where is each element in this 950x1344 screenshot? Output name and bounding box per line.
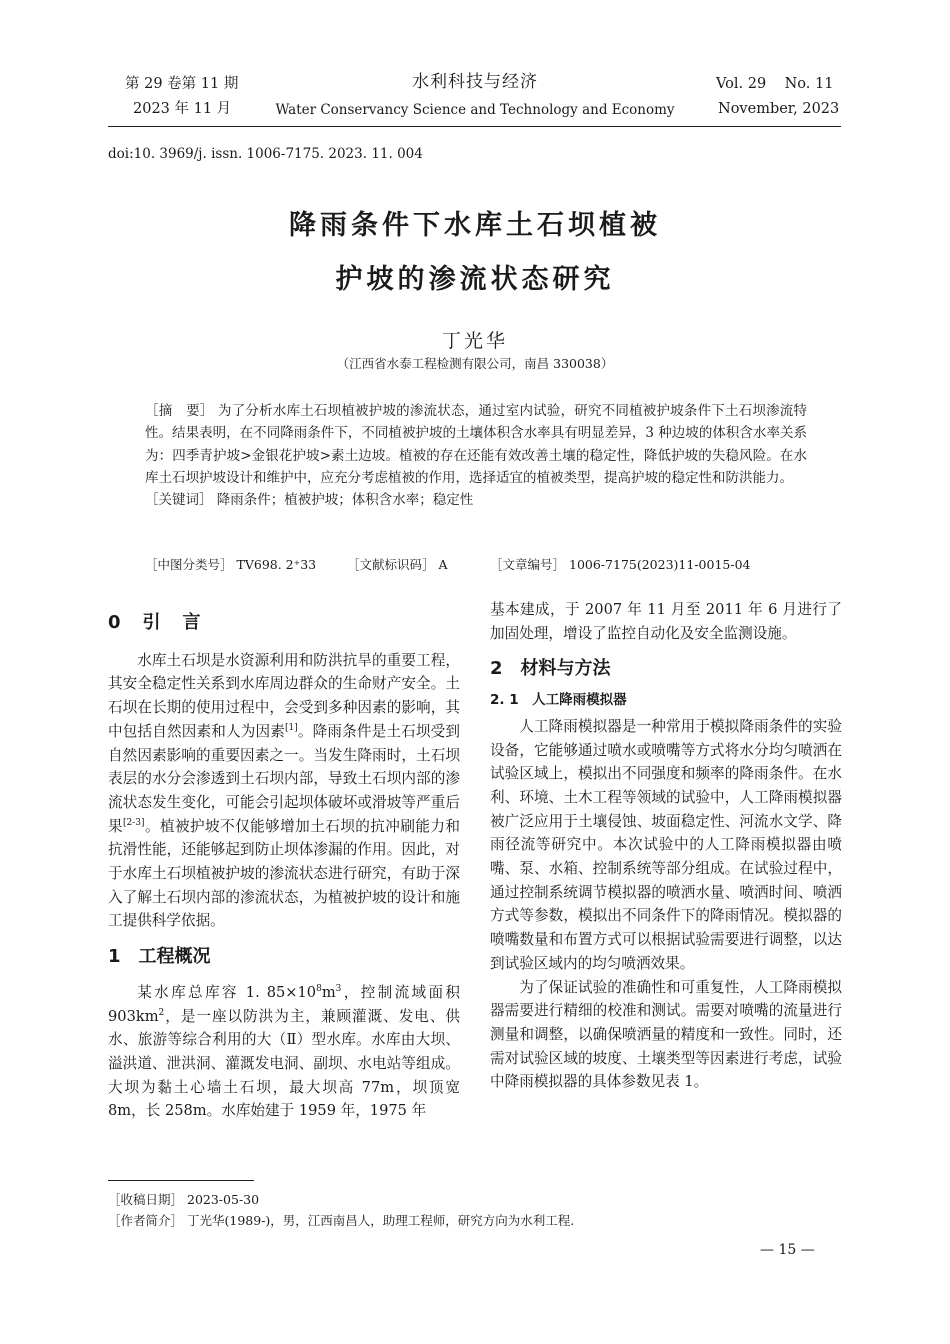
received-label: ［收稿日期］ (108, 1192, 184, 1207)
rain-simulator-paragraph-2: 为了保证试验的准确性和可重复性，人工降雨模拟器需要进行精细的校准和测试。需要对喷嘴的流量进行测量和调整，以确保喷洒量的精度和一致性。同时，还需对试验区域的坡度、土壤类型等因素进行考虑，试验中降雨模拟器的具体参数见表 1。 (490, 978, 842, 1091)
section-1-heading: 1 工程概况 (108, 946, 211, 968)
project-overview-continued: 基本建成，于 2007 年 11 月至 2011 年 6 月进行了加固处理，增设了监控自动化及安全监测设施。 (490, 601, 842, 642)
abstract-text: 为了分析水库土石坝植被护坡的渗流状态，通过室内试验，研究不同植被护坡条件下土石坝渗流特性。结果表明，在不同降雨条件下，不同植被护坡的土壤体积含水率具有明显差异，3 种边坡的体积含水率关系为：四季青护坡>金银花护坡>素土边坡。植被的存在还能有效改善土壤的稳定性，降低护坡的失稳风险。在水库土石坝护坡设计和维护中，应充分考虑植被的作用，选择适宜的植被类型，提高护坡的稳定性和防洪能力。 (145, 403, 808, 486)
left-column (108, 611, 460, 1123)
article-number (490, 555, 750, 573)
doi: doi:10. 3969/j. issn. 1006-7175. 2023. 11. 004 (108, 146, 423, 162)
clc-number (145, 555, 316, 573)
rain-simulator-paragraph-1: 人工降雨模拟器是一种常用于模拟降雨条件的实验设备，它能够通过喷水或喷嘴等方式将水分均匀喷洒在试验区域上，模拟出不同强度和频率的降雨条件。在水利、环境、土木工程等领域的试验中，人工降雨模拟器被广泛应用于土壤侵蚀、坡面稳定性、河流水文学、降雨径流等研究中。本次试验中的人工降雨模拟器由喷嘴、泵、水箱、控制系统等部分组成。在试验过程中，通过控制系统调节模拟器的喷洒水量、喷洒时间、喷洒方式等参数，模拟出不同条件下的降雨情况。模拟器的喷嘴数量和布置方式可以根据试验需要进行调整，以达到试验区域内的均匀喷洒效果。 (490, 717, 842, 972)
keywords: 降雨条件；植被护坡；体积含水率；稳定性 (216, 492, 474, 509)
journal-title-cn: 水利科技与经济 (412, 72, 538, 92)
keywords-label: ［关键词］ (145, 492, 213, 509)
article-label: ［文章编号］ (490, 557, 566, 572)
footnote-rule (108, 1180, 254, 1181)
received-value: 2023-05-30 (187, 1192, 260, 1207)
received-date (108, 1190, 259, 1208)
issue-date-en: November, 2023 (718, 101, 840, 117)
section-2-heading: 2 材料与方法 (490, 658, 611, 680)
clc-value: TV698. 2⁺33 (236, 557, 317, 572)
author: 丁光华 (441, 330, 508, 352)
section-2-1-heading: 2. 1 人工降雨模拟器 (490, 692, 627, 709)
abstract (145, 400, 807, 511)
bio-value: 丁光华(1989-)，男，江西南昌人，助理工程师，研究方向为水利工程. (187, 1213, 575, 1228)
doc-label: ［文献标识码］ (347, 557, 435, 572)
abstract-label: ［摘 要］ (145, 403, 214, 419)
clc-label: ［中图分类号］ (145, 557, 233, 572)
affiliation: （江西省水泰工程检测有限公司，南昌 330038） (336, 356, 614, 371)
article-value: 1006-7175(2023)11-0015-04 (569, 557, 751, 572)
page-number: — 15 — (760, 1242, 815, 1258)
doc-value: A (438, 557, 448, 572)
title-line-2: 护坡的渗流状态研究 (335, 264, 615, 295)
intro-paragraph: 水库土石坝是水资源利用和防洪抗旱的重要工程，其安全稳定性关系到水库周边群众的生命财产安全。土石坝在长期的使用过程中，会受到多种因素的影响，其中包括自然因素和人为因素[1]。降雨条件是土石坝受到自然因素影响的重要因素之一。当发生降雨时，土石坝表层的水分会渗透到土石坝内部，导致土石坝内部的渗流状态发生变化，可能会引起坝体破坏或滑坡等严重后果[2-3]。植被护坡不仅能够增加土石坝的抗冲刷能力和抗滑性能，还能够起到防止坝体渗漏的作用。因此，对于水库土石坝植被护坡的渗流状态进行研究，有助于深入了解土石坝内部的渗流状态，为植被护坡的设计和施工提供科学依据。 (108, 651, 460, 930)
header-rule (108, 126, 841, 127)
citation-2-3: [2-3] (123, 817, 145, 828)
doc-code (347, 555, 448, 573)
author-bio (108, 1211, 574, 1229)
right-column (490, 598, 842, 1094)
title-line-1: 降雨条件下水库土石坝植被 (289, 210, 661, 241)
citation-1: [1] (285, 722, 298, 733)
project-overview-paragraph: 某水库总库容 1. $85\times 10^8m^3$，控制流域面积 $903km^2$，是一座以防洪为主，兼顾灌溉、发电、供水、旅游等综合利用的大（Ⅱ）型水库。水库由大坝、溢洪道、泄洪洞、灌溉发电洞、副坝、水电站等组成。大坝为黏土心墙土石坝，最大坝高 77m，坝顶宽 8m，长 258m。水库始建于 1959 年，1975 年 (108, 983, 460, 1120)
volume-issue: 第 29 卷第 11 期 (125, 76, 239, 92)
bio-label: ［作者简介］ (108, 1213, 184, 1228)
volume-number-en: Vol. 29 No. 11 (716, 76, 834, 92)
journal-title-en: Water Conservancy Science and Technology and Economy (275, 102, 675, 118)
section-0-heading: 0 引 言 (108, 612, 203, 633)
issue-date: 2023 年 11 月 (133, 101, 232, 117)
